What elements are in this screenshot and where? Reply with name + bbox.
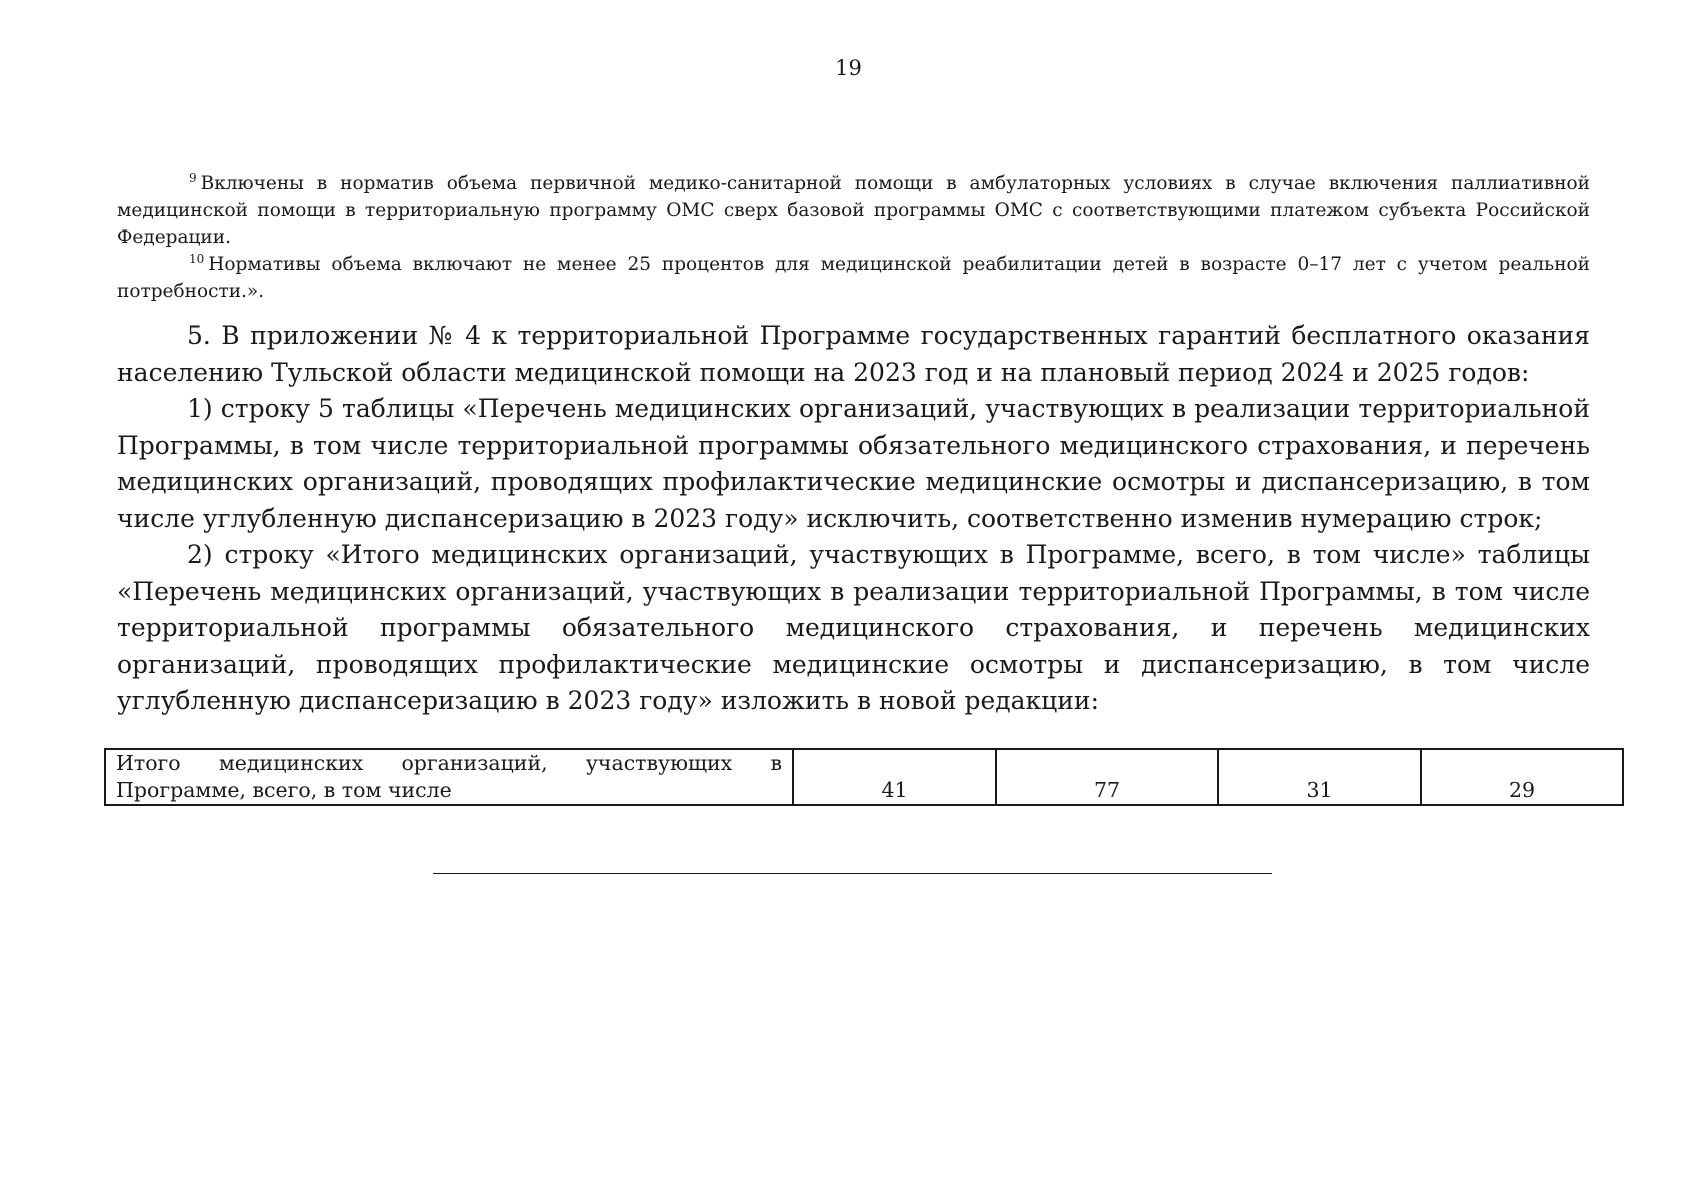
- end-rule-divider: [433, 873, 1272, 874]
- footnote-text: Нормативы объема включают не менее 25 процентов для медицинской реабилитации детей в возрасте 0–17 лет с учетом реальной потребности.».: [117, 254, 1590, 302]
- total-label-cell: Итого медицинских организаций, участвующих в Программе, всего, в том числе: [105, 749, 793, 805]
- footnote-marker: 10: [189, 252, 205, 266]
- value-cell: 29: [1421, 749, 1623, 805]
- table-row: [105, 749, 1623, 805]
- footnote-9: [117, 170, 1590, 251]
- amendment-text: [117, 318, 1590, 720]
- page-number: 19: [835, 56, 862, 80]
- value-cell: 77: [996, 749, 1218, 805]
- paragraph-item-1: 1) строку 5 таблицы «Перечень медицинских организаций, участвующих в реализации территориальной Программы, в том числе территориальной программы обязательного медицинского страхования, и перечень медицинских организаций, проводящих профилактические медицинские осмотры и диспансеризацию, в том числе углубленную диспансеризацию в 2023 году» исключить, соответственно изменив нумерацию строк;: [117, 394, 1590, 533]
- footnote-10: [117, 251, 1590, 305]
- footnotes: [117, 170, 1590, 305]
- paragraph-section-5: 5. В приложении № 4 к территориальной Программе государственных гарантий бесплатного оказания населению Тульской области медицинской помощи на 2023 год и на плановый период 2024 и 2025 годов:: [117, 321, 1590, 387]
- footnote-text: Включены в норматив объема первичной медико-санитарной помощи в амбулаторных условиях в случае включения паллиативной медицинской помощи в территориальную программу ОМС сверх базовой программы ОМС с соответствующими платежом субъекта Российской Федерации.: [117, 173, 1590, 248]
- value-cell: 41: [793, 749, 996, 805]
- new-total-row-table: [104, 748, 1624, 806]
- paragraph-item-2: 2) строку «Итого медицинских организаций, участвующих в Программе, всего, в том числе» таблицы «Перечень медицинских организаций, участвующих в реализации территориальной Программы, в том числе территориальной программы обязательного медицинского страхования, и перечень медицинских организаций, проводящих профилактические медицинские осмотры и диспансеризацию, в том числе углубленную диспансеризацию в 2023 году» изложить в новой редакции:: [117, 540, 1590, 715]
- footnote-marker: 9: [189, 171, 197, 185]
- value-cell: 31: [1218, 749, 1421, 805]
